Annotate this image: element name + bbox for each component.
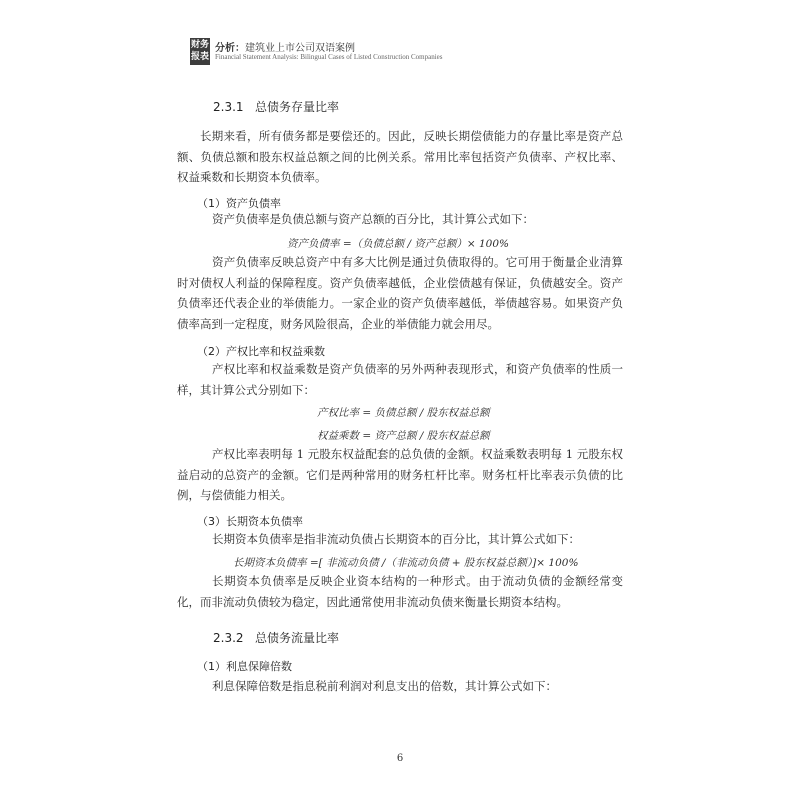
paragraph-6: 长期资本负债率是指非流动负债占长期资本的百分比，其计算公式如下：: [212, 532, 580, 546]
running-header: [190, 38, 630, 64]
book-title-rest: 建筑业上市公司双语案例: [245, 43, 355, 54]
section-number: 2.3.1: [213, 100, 244, 114]
subheading-3: （3）长期资本负债率: [197, 515, 303, 528]
section-title: 总债务存量比率: [255, 100, 340, 114]
paragraph-3: 资产负债率反映总资产中有多大比例是通过负债取得的。它可用于衡量企业清算时对债权人利益的保障程度。资产负债率越低，企业偿债越有保证，负债越安全。资产负债率还代表企业的举债能力。一家企业的资产负债率越低，举债越容易。如果资产负债率高到一定程度，财务风险很高，企业的举债能力就会用尽。: [177, 255, 623, 331]
paragraph-4: 产权比率和权益乘数是资产负债率的另外两种表现形式，和资产负债率的性质一样，其计算公式分别如下：: [177, 362, 623, 397]
paragraph-1: 长期来看，所有债务都是要偿还的。因此，反映长期偿债能力的存量比率是资产总额、负债总额和股东权益总额之间的比例关系。常用比率包括资产负债率、产权比率、权益乘数和长期资本负债率。: [177, 129, 623, 184]
subheading-2: （2）产权比率和权益乘数: [197, 345, 325, 358]
formula-equity-ratio: 产权比率 = 负债总额 / 股东权益总额: [317, 407, 490, 419]
paragraph-8: 利息保障倍数是指息税前利润对利息支出的倍数，其计算公式如下：: [212, 679, 557, 693]
book-title-bold: 分析：: [215, 43, 245, 54]
formula-long-term-capital-debt-ratio: 长期资本负债率 =[ 非流动负债 /（非流动负债 + 股东权益总额）]× 100%: [233, 557, 579, 569]
logo-line2: 报表: [190, 52, 209, 62]
subheading-4: （1）利息保障倍数: [197, 660, 292, 673]
section-title: 总债务流量比率: [255, 631, 340, 645]
paragraph-2: 资产负债率是负债总额与资产总额的百分比，其计算公式如下：: [212, 212, 534, 226]
book-subtitle: Financial Statement Analysis: Bilingual Cases of Listed Construction Companies: [215, 53, 443, 61]
section-heading-2-3-1: [213, 98, 339, 115]
book-logo: [190, 38, 210, 65]
section-heading-2-3-2: [213, 629, 339, 646]
page-number: 6: [396, 753, 404, 764]
subheading-1: （1）资产负债率: [197, 197, 281, 210]
logo-line1: 财务: [190, 40, 209, 50]
section-number: 2.3.2: [213, 631, 244, 645]
formula-debt-asset-ratio: 资产负债率 =（负债总额 / 资产总额）× 100%: [287, 238, 510, 250]
paragraph-7: 长期资本负债率是反映企业资本结构的一种形式。由于流动负债的金额经常变化，而非流动负债较为稳定，因此通常使用非流动负债来衡量长期资本结构。: [177, 574, 623, 609]
book-title: [215, 39, 355, 54]
paragraph-5: 产权比率表明每 1 元股东权益配套的总负债的金额。权益乘数表明每 1 元股东权益启动的总资产的金额。它们是两种常用的财务杠杆比率。财务杠杆比率表示负债的比例，与偿债能力相关。: [177, 447, 623, 502]
formula-equity-multiplier: 权益乘数 = 资产总额 / 股东权益总额: [317, 430, 490, 442]
